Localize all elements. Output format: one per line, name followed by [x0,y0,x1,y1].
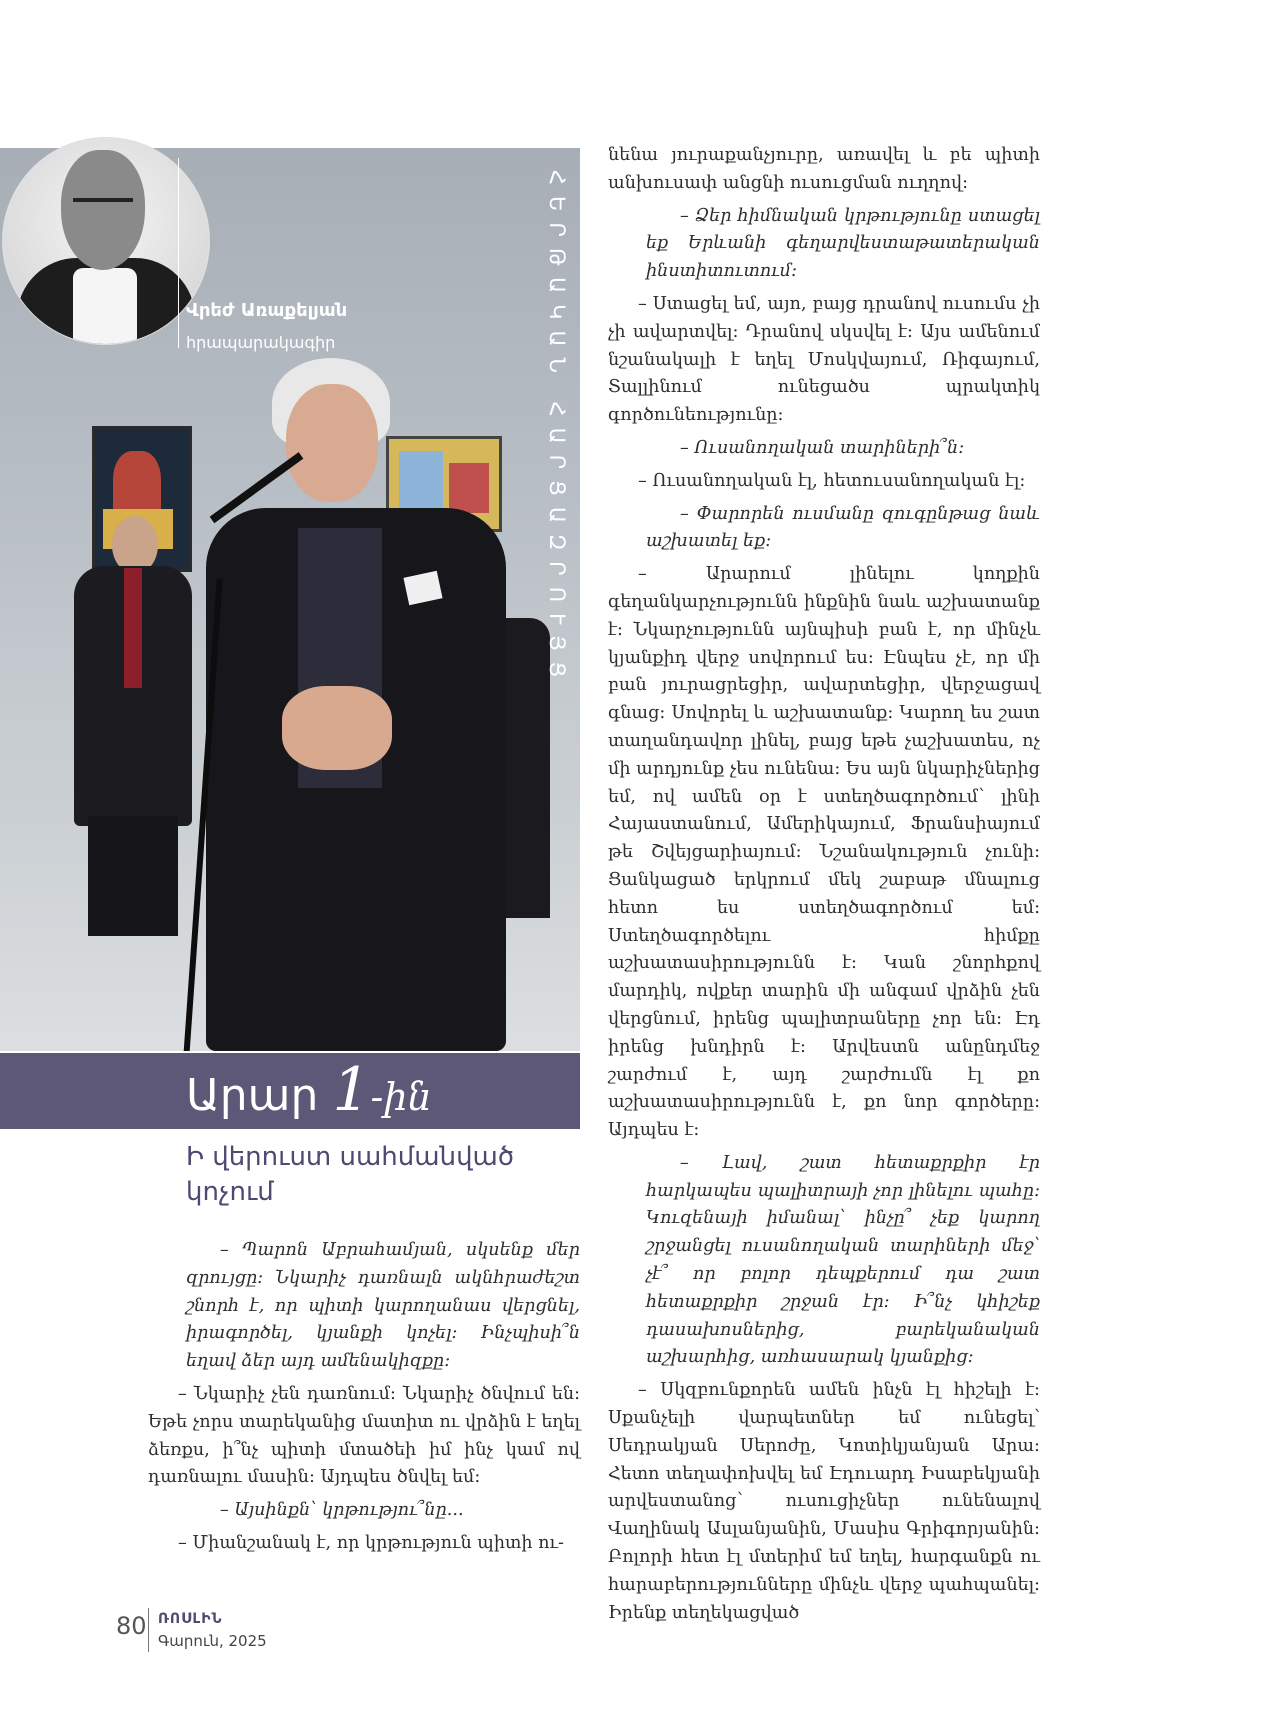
answer-paragraph: – Միանշանակ է, որ կրթություն պիտի ու- [178,1532,564,1553]
answer-paragraph: – Արարում լինելու կողքին գեղանկարչությունն ինքնին նաև աշխատանք է: Նկարչությունն այնպիսի բան է, որ մինչև կյանքիդ վերջ սովորում ես: Էնպես չէ, որ մի բան յուրացրեցիր, ավարտեցիր, վերջացավ գնաց: Սովորել և աշխատանք: Կարող ես շատ տաղանդավոր լինել, բայց եթե չաշխատես, ոչ մի արդյունք չես ունենա: Ես այն նկարիչներից եմ, ով ամեն օր է ստեղծագործում՝ լինի Հայաստանում, Ամերիկայում, Ֆրանսիայում թե Շվեյցարիայում: Նշանակություն չունի: Ցանկացած երկրում մեկ շաբաթ մնալուց հետո ես ստեղծագործում եմ: Ստեղծագործելու հիմքը աշխատասիրությունն է: Կան շնորհքով մարդիկ, ովքեր տարին մի անգամ վրձին չեն վերցնում, իրենց պալիտրաները չոր են: Էդ իրենց խնդիրն է: Արվեստն անընդմեջ շարժում է, այդ շարժումն էլ քո աշխատասիրությունն է, քո նոր գործերը: Այդպես է: [608,564,1040,1141]
question-paragraph: – Լավ, շատ հետաքրքիր էր հարկապես պալիտրայի չոր լինելու պահը: Կուզենայի իմանալ՝ ինչը՞ չեք կարող շրջանցել ուսանողական տարիների մեջ՝ չէ՞ որ բոլոր դեպքերում դա շատ հետաքրքիր շրջան էր: Ի՞նչ կհիշեք դասախոսներից, բարեկանական աշխարհից, առհասարակ կյանքից: [646,1152,1040,1368]
page-number: 80 [116,1612,147,1640]
speaker-figure [186,358,524,1051]
title-band [0,1053,580,1129]
author-role: հրապարակագիր [186,333,336,352]
answer-paragraph: – Ստացել եմ, այո, բայց դրանով ուսումս չի չի ավարտվել: Դրանով սկսվել է: Այս ամենում նշանակալի է եղել Մոսկվայում, Ռիգայում, Տալլինում ունեցածս պրակտիկ գործունեությունը: [608,293,1040,426]
byline-divider [178,158,179,348]
magazine-name: ՌՈՍԼԻՆ [158,1611,223,1627]
section-label: ՀԵՐԹԱԿԱՆ ՀԱՐՑԱԶՐՈՒՅՑ [545,170,569,689]
text-column-left [148,1232,580,1558]
question-paragraph: – Ուսանողական տարիների՞ն: [680,437,965,458]
title-suffix: -ին [370,1075,432,1119]
answer-paragraph: – Ուսանողական էլ, հետուսանողական էլ: [638,470,1026,491]
author-name: Վրեժ Առաքելյան [186,300,348,321]
issue-date: Գարուն, 2025 [158,1632,267,1650]
title-prefix: Արար [186,1070,333,1121]
background-guest [74,516,192,936]
continued-paragraph: նենա յուրաքանչյուրը, առավել և բե պիտի անխուսափ անցնի ուսուցման ուղղով: [608,145,1040,193]
question-paragraph: – Փարորեն ուսմանը զուգընթաց նաև աշխատել եք: [646,503,1040,552]
answer-paragraph: – Սկզբունքորեն ամեն ինչն էլ հիշելի է: Սքանչելի վարպետներ եմ ունեցել՝ Սեդրակյան Սերոժը, Կոտիկյանյան Արա: Հետո տեղափոխվել եմ Էդուարդ Իսաբեկյանի արվեստանոց՝ ուսուցիչներ ունենալով Վաղինակ Ասլանյանին, Մասիս Գրիգորյանին: Բոլորի հետ էլ մտերիմ եմ եղել, հարգանքն ու հարաբերությունները մինչև վերջ պահպանել: Իրենք տեղեկացված [608,1380,1040,1623]
question-paragraph: – Այսինքն՝ կրթությու՞նը... [220,1500,464,1521]
question-paragraph: – Ձեր հիմնական կրթությունը ստացել եք Երևանի գեղարվեստաթատերական ինստիտուտում: [646,205,1040,282]
question-paragraph: – Պարոն Աբրահամյան, սկսենք մեր զրույցը: Նկարիչ դառնալն ակնհրաժեշտ շնորհ է, որ պիտի կարողանաս վերցնել, իրագործել, կյանքի կոչել: Ինչպիսի՞ն եղավ ձեր այդ ամենակիզքը: [186,1240,580,1372]
article-title [186,1055,432,1125]
title-number: 1 [332,1055,371,1125]
footer-divider [148,1608,149,1652]
text-column-right [608,142,1040,1627]
answer-paragraph: – Նկարիչ չեն դառնում: Նկարիչ ծնվում են: Եթե չորս տարեկանից մատիտ ու վրձին է եղել ձեռքս, ի՞նչ պիտի մտածեի իմ ինչ կամ ով դառնալու մասին: Այդպես ծնվել եմ: [148,1383,580,1488]
article-subtitle: Ի վերուստ սահմանված կոչում [186,1142,515,1207]
